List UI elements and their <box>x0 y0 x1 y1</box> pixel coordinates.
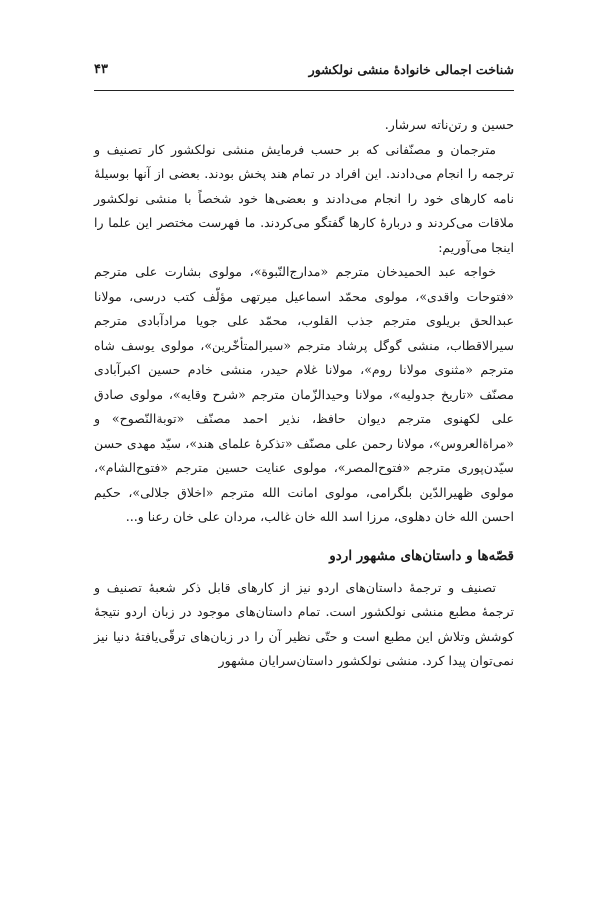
paragraph-urdu-stories: تصنیف و ترجمهٔ داستان‌های اردو نیز از کارهای قابل ذکر شعبهٔ تصنیف و ترجمهٔ مطبع منشی نولکشور است. تمام داستان‌های موجود در زبان اردو نتیجهٔ کوشش وتلاش این مطبع است و حتّی نظیر آن را در زبان‌های ترقّی‌یافتهٔ دنیا نیز نمی‌توان پیدا کرد. منشی نولکشور داستان‌سرایان مشهور <box>94 579 514 668</box>
page-header <box>94 62 514 84</box>
page-number: ۴۳ <box>94 62 108 77</box>
paragraph-translators-intro: مترجمان و مصنّفانی که بر حسب فرمایش منشی نولکشور کار تصنیف و ترجمه را انجام می‌دادند. این افراد در تمام هند پخش بودند. بعضی از آنها بوسیلهٔ نامه کارهای خود را انجام می‌دادند و بعضی‌ها خود شخصاً با منشی نولکشور ملاقات می‌کردند و دربارهٔ کارها گفتگو می‌کردند. ما فهرست مختصر این علما را اینجا می‌آوریم: <box>94 141 514 255</box>
paragraph-scholars-list: خواجه عبد الحمیدخان مترجم «مدارج‌النّبوة»، مولوی بشارت علی مترجم «فتوحات واقدی»، مولوی محمّد اسماعیل میرتهی مؤلّف کتب درسی، مولانا عبدالحق بریلوی مترجم جذب القلوب، محمّد علی جویا مرادآبادی مترجم سیرالاقطاب، منشی گوگل پرشاد مترجم «سیرالمتأخّرین»، مولوی یوسف شاه مترجم «مثنوی مولانا روم»، مولانا غلام حیدر، منشی خادم حسین اکبرآبادی مصنّف «تاریخ جدولیه»، مولانا وحیدالزّمان مترجم «شرح وقایه»، مولوی صادق علی لکهنوی مترجم دیوان حافظ، نذیر احمد مصنّف «توبةالنّصوح» و «مراةالعروس»، مولانا رحمن علی مصنّف «تذکرهٔ علمای هند»، سیّد مهدی حسن سیّدن‌پوری مترجم «فتوح‌المصر»، مولوی عنایت حسین مترجم «فتوح‌الشام»، مولوی ظهیرالدّین بلگرامی، مولوی امانت الله مترجم «اخلاق جلالی»، حکیم احسن الله خان دهلوی، مرزا اسد الله خان غالب، مردان علی خان رعنا و... <box>94 264 514 524</box>
header-rule <box>94 90 514 91</box>
running-head: شناخت اجمالی خانوادهٔ منشی نولکشور <box>308 62 514 77</box>
continued-line: حسین و رتن‌ناته سرشار. <box>384 117 514 132</box>
body-text <box>94 113 514 674</box>
section-heading: قصّه‌ها و داستان‌های مشهور اردو <box>329 547 514 564</box>
